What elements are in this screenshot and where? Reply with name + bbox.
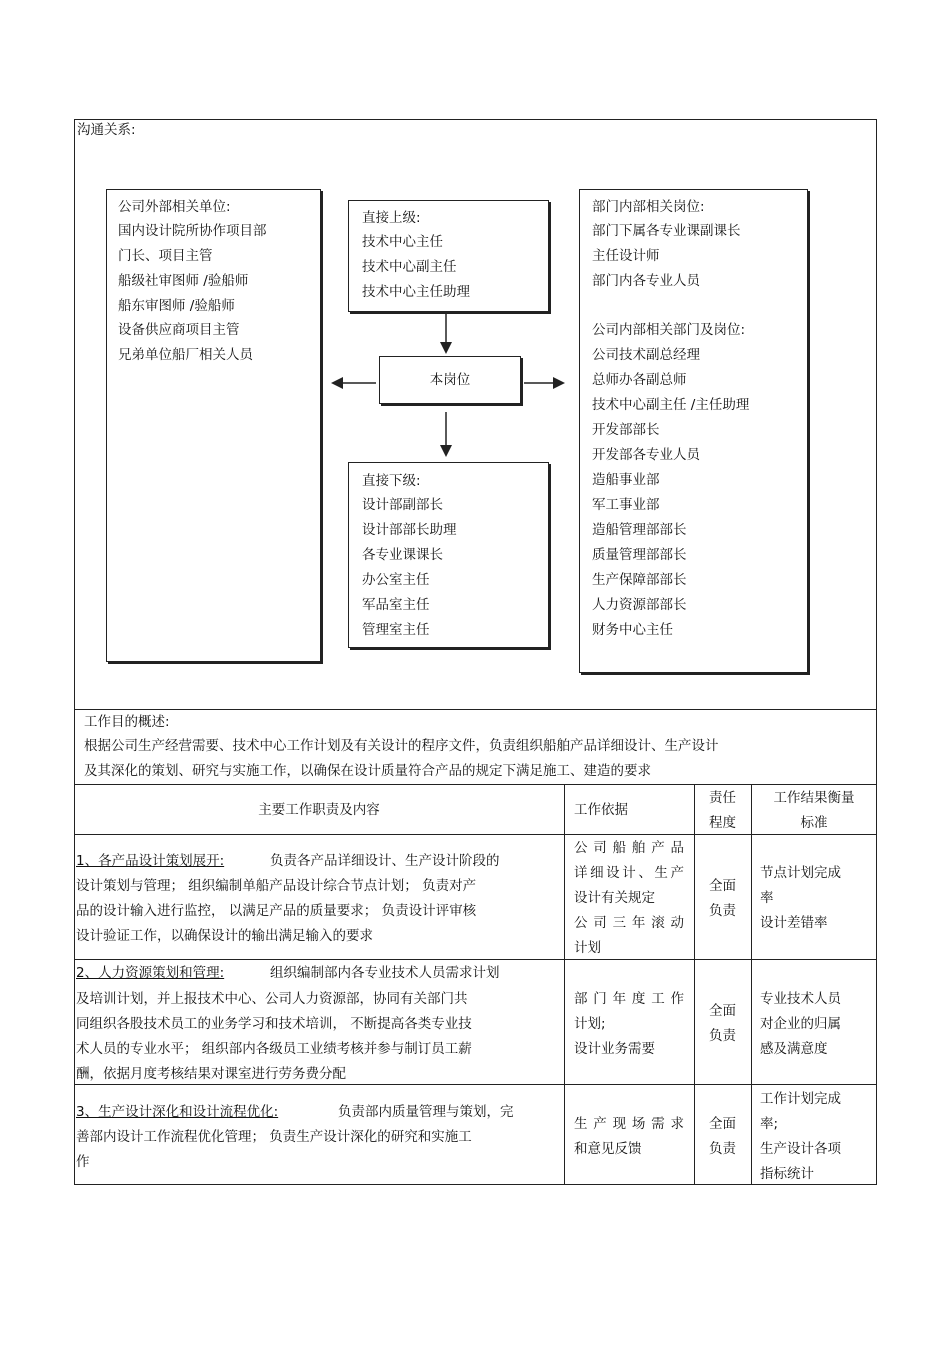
row1-resp: 负责 [709,903,736,919]
internal-line: 主任设计师 [592,248,660,264]
row3-measure: 指标统计 [760,1166,814,1182]
row3-measure: 率; [760,1116,779,1132]
communication-title: 沟通关系: [77,122,136,138]
external-line: 兄弟单位船厂相关人员 [118,347,253,363]
row2-line: 酬，依据月度考核结果对课室进行劳务费分配 [76,1066,346,1082]
internal-line: 质量管理部部长 [592,547,687,563]
row3-line: 负责部内质量管理与策划，完 [338,1104,514,1120]
arrow-down-to-subordinate [440,412,452,457]
header-duty: 主要工作职责及内容 [258,802,380,818]
superior-line: 技术中心主任助理 [362,284,470,300]
external-line: 公司外部相关单位: [118,199,231,215]
subordinate-line: 军品室主任 [362,597,430,613]
internal-line: 技术中心副主任 /主任助理 [592,397,750,413]
row1-measure: 设计差错率 [760,915,828,931]
row1-measure: 率 [760,890,774,906]
external-line: 设备供应商项目主管 [118,322,240,338]
row1-basis: 详细设计、生产 [574,865,684,881]
table-header-border [74,834,877,835]
table-row-border [74,1084,877,1085]
row1-line: 设计验证工作，以确保设计的输出满足输入的要求 [76,928,373,944]
subordinate-line: 直接下级: [362,473,421,489]
superior-line: 技术中心副主任 [362,259,457,275]
purpose-line: 及其深化的策划、研究与实施工作，以确保在设计质量符合产品的规定下满足施工、建造的要求 [84,763,651,779]
internal-line: 生产保障部部长 [592,572,687,588]
header-basis: 工作依据 [574,802,628,818]
header-resp: 程度 [709,815,736,831]
external-line: 国内设计院所协作项目部 [118,223,267,239]
row1-resp: 全面 [709,878,736,894]
row2-basis: 设计业务需要 [574,1041,655,1057]
row1-basis: 公司三年滚动 [574,915,684,931]
row1-basis: 公司船舶产品 [574,840,684,856]
arrow-right-to-internal [524,377,565,389]
internal-line: 公司内部相关部门及岗位: [592,322,746,338]
row1-basis: 设计有关规定 [574,890,655,906]
row3-resp: 负责 [709,1141,736,1157]
internal-line: 造船事业部 [592,472,660,488]
this-position-label: 本岗位 [429,372,471,388]
subordinate-line: 设计部副部长 [362,497,443,513]
purpose-title: 工作目的概述: [84,714,170,730]
row3-resp: 全面 [709,1116,736,1132]
row3-measure: 生产设计各项 [760,1141,841,1157]
row3-title: 3、生产设计深化和设计流程优化: [76,1104,279,1120]
row2-basis: 计划; [574,1016,606,1032]
external-line: 门长、项目主管 [118,248,213,264]
internal-line: 开发部各专业人员 [592,447,700,463]
internal-line: 公司技术副总经理 [592,347,700,363]
header-measure: 标准 [800,815,828,831]
row2-measure: 专业技术人员 [760,991,841,1007]
internal-line: 开发部部长 [592,422,660,438]
row2-resp: 负责 [709,1028,736,1044]
internal-line: 人力资源部部长 [592,597,687,613]
table-top-border [74,784,877,785]
row3-line: 善部内设计工作流程优化管理； 负责生产设计深化的研究和实施工 [76,1129,472,1145]
subordinate-line: 设计部部长助理 [362,522,457,538]
external-line: 船级社审图师 /验船师 [118,273,249,289]
row3-basis: 生产现场需求 [574,1116,684,1132]
internal-line: 部门内部相关岗位: [592,199,705,215]
row2-measure: 感及满意度 [760,1041,828,1057]
row1-measure: 节点计划完成 [760,865,841,881]
row1-line: 设计策划与管理； 组织编制单船产品设计综合节点计划； 负责对产 [76,878,477,894]
row1-line: 负责各产品详细设计、生产设计阶段的 [270,853,500,869]
arrow-left-to-external [331,377,376,389]
row2-line: 及培训计划，并上报技术中心、公司人力资源部，协同有关部门共 [76,991,468,1007]
row1-line: 品的设计输入进行监控， 以满足产品的质量要求； 负责设计评审核 [76,903,477,919]
row2-resp: 全面 [709,1003,736,1019]
external-line: 船东审图师 /验船师 [118,298,235,314]
row2-basis: 部门年度工作 [574,991,684,1007]
row3-basis: 和意见反馈 [574,1141,642,1157]
header-resp: 责任 [709,790,736,806]
internal-line: 总师办各副总师 [592,372,687,388]
header-measure: 工作结果衡量 [773,790,855,806]
table-row-border [74,959,877,960]
row2-measure: 对企业的归属 [760,1016,841,1032]
table-col-border [751,784,752,1185]
superior-line: 技术中心主任 [362,234,443,250]
internal-line: 军工事业部 [592,497,660,513]
row3-line: 作 [76,1154,90,1170]
row1-title: 1、各产品设计策划展开: [76,853,225,869]
subordinate-line: 管理室主任 [362,622,430,638]
row3-measure: 工作计划完成 [760,1091,841,1107]
arrow-down-to-position [440,313,452,354]
internal-line: 造船管理部部长 [592,522,687,538]
section-divider [74,709,877,710]
subordinate-line: 各专业课课长 [362,547,443,563]
superior-line: 直接上级: [362,210,421,226]
row2-line: 组织编制部内各专业技术人员需求计划 [270,965,500,981]
row2-title: 2、人力资源策划和管理: [76,965,225,981]
row1-basis: 计划 [574,940,601,956]
internal-line: 财务中心主任 [592,622,673,638]
subordinate-line: 办公室主任 [362,572,430,588]
internal-line: 部门内各专业人员 [592,273,700,289]
purpose-line: 根据公司生产经营需要、技术中心工作计划及有关设计的程序文件，负责组织船舶产品详细设计、生产设计 [84,738,719,754]
internal-line: 部门下属各专业课副课长 [592,223,741,239]
row2-line: 同组织各股技术员工的业务学习和技术培训， 不断提高各类专业技 [76,1016,472,1032]
table-col-border [564,784,565,1185]
row2-line: 术人员的专业水平； 组织部内各级员工业绩考核并参与制订员工薪 [76,1041,472,1057]
